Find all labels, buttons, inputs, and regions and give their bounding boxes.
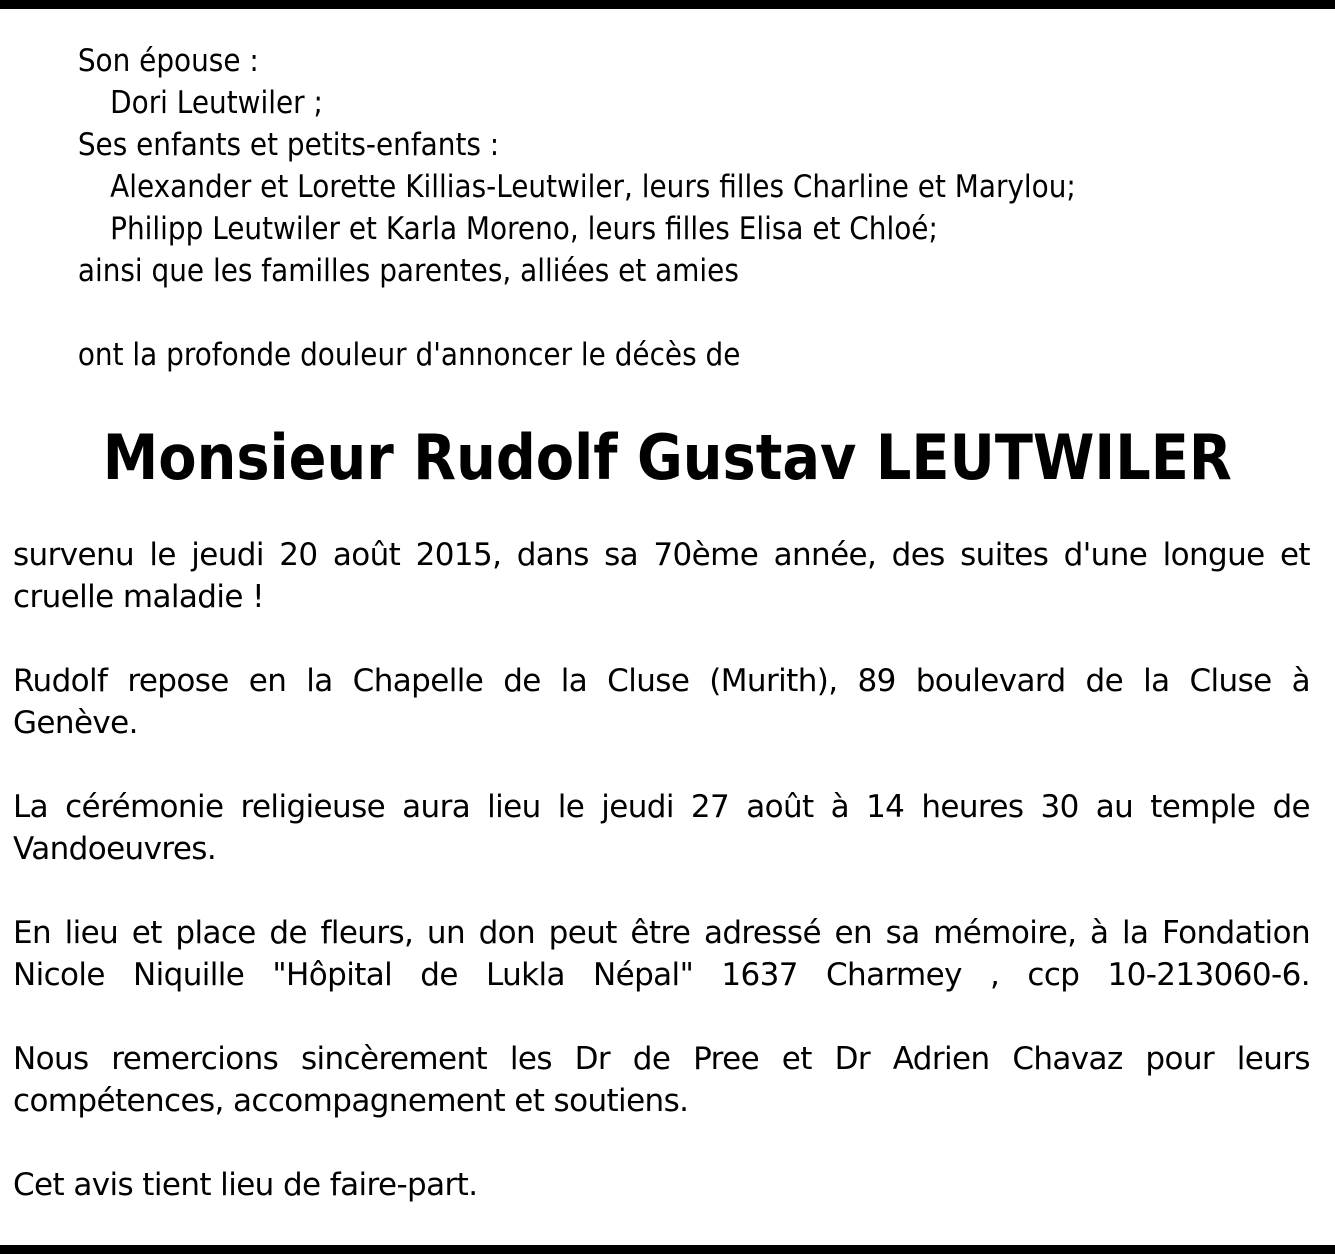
thanks-paragraph: Nous remercions sincèrement les Dr de Pree et Dr Adrien Chavaz pour leurs compétences, accompagnement et soutiens. [13,1041,1310,1119]
children-heading: Ses enfants et petits-enfants : [77,127,500,163]
donation-paragraph: En lieu et place de fleurs, un don peut être adressé en sa mémoire, à la Fondation Nicole Niquille "Hôpital de Lukla Népal" 1637 Charmey , ccp 10-213060-6. [13,915,1310,993]
child-line-2: Philipp Leutwiler et Karla Moreno, leurs filles Elisa et Chloé; [110,211,938,247]
announcement-line: ont la profonde douleur d'annoncer le décès de [77,337,741,373]
deceased-name: Monsieur Rudolf Gustav LEUTWILER [102,421,1233,494]
child-line-1: Alexander et Lorette Killias-Leutwiler, leurs filles Charline et Marylou; [110,169,1076,205]
rest-paragraph: Rudolf repose en la Chapelle de la Cluse (Murith), 89 boulevard de la Cluse à Genève. [13,663,1310,741]
spouse-name: Dori Leutwiler ; [110,85,323,121]
family-list [13,40,1310,376]
death-paragraph: survenu le jeudi 20 août 2015, dans sa 70ème année, des suites d'une longue et cruelle maladie ! [13,537,1310,615]
relatives-line: ainsi que les familles parentes, alliées et amies [77,253,739,289]
top-border-rule [0,0,1335,9]
spouse-heading: Son épouse : [77,43,259,79]
ceremony-paragraph: La cérémonie religieuse aura lieu le jeudi 27 août à 14 heures 30 au temple de Vandoeuvres. [13,789,1310,867]
closing-line: Cet avis tient lieu de faire-part. [13,1167,478,1203]
bottom-border-rule [0,1245,1335,1254]
